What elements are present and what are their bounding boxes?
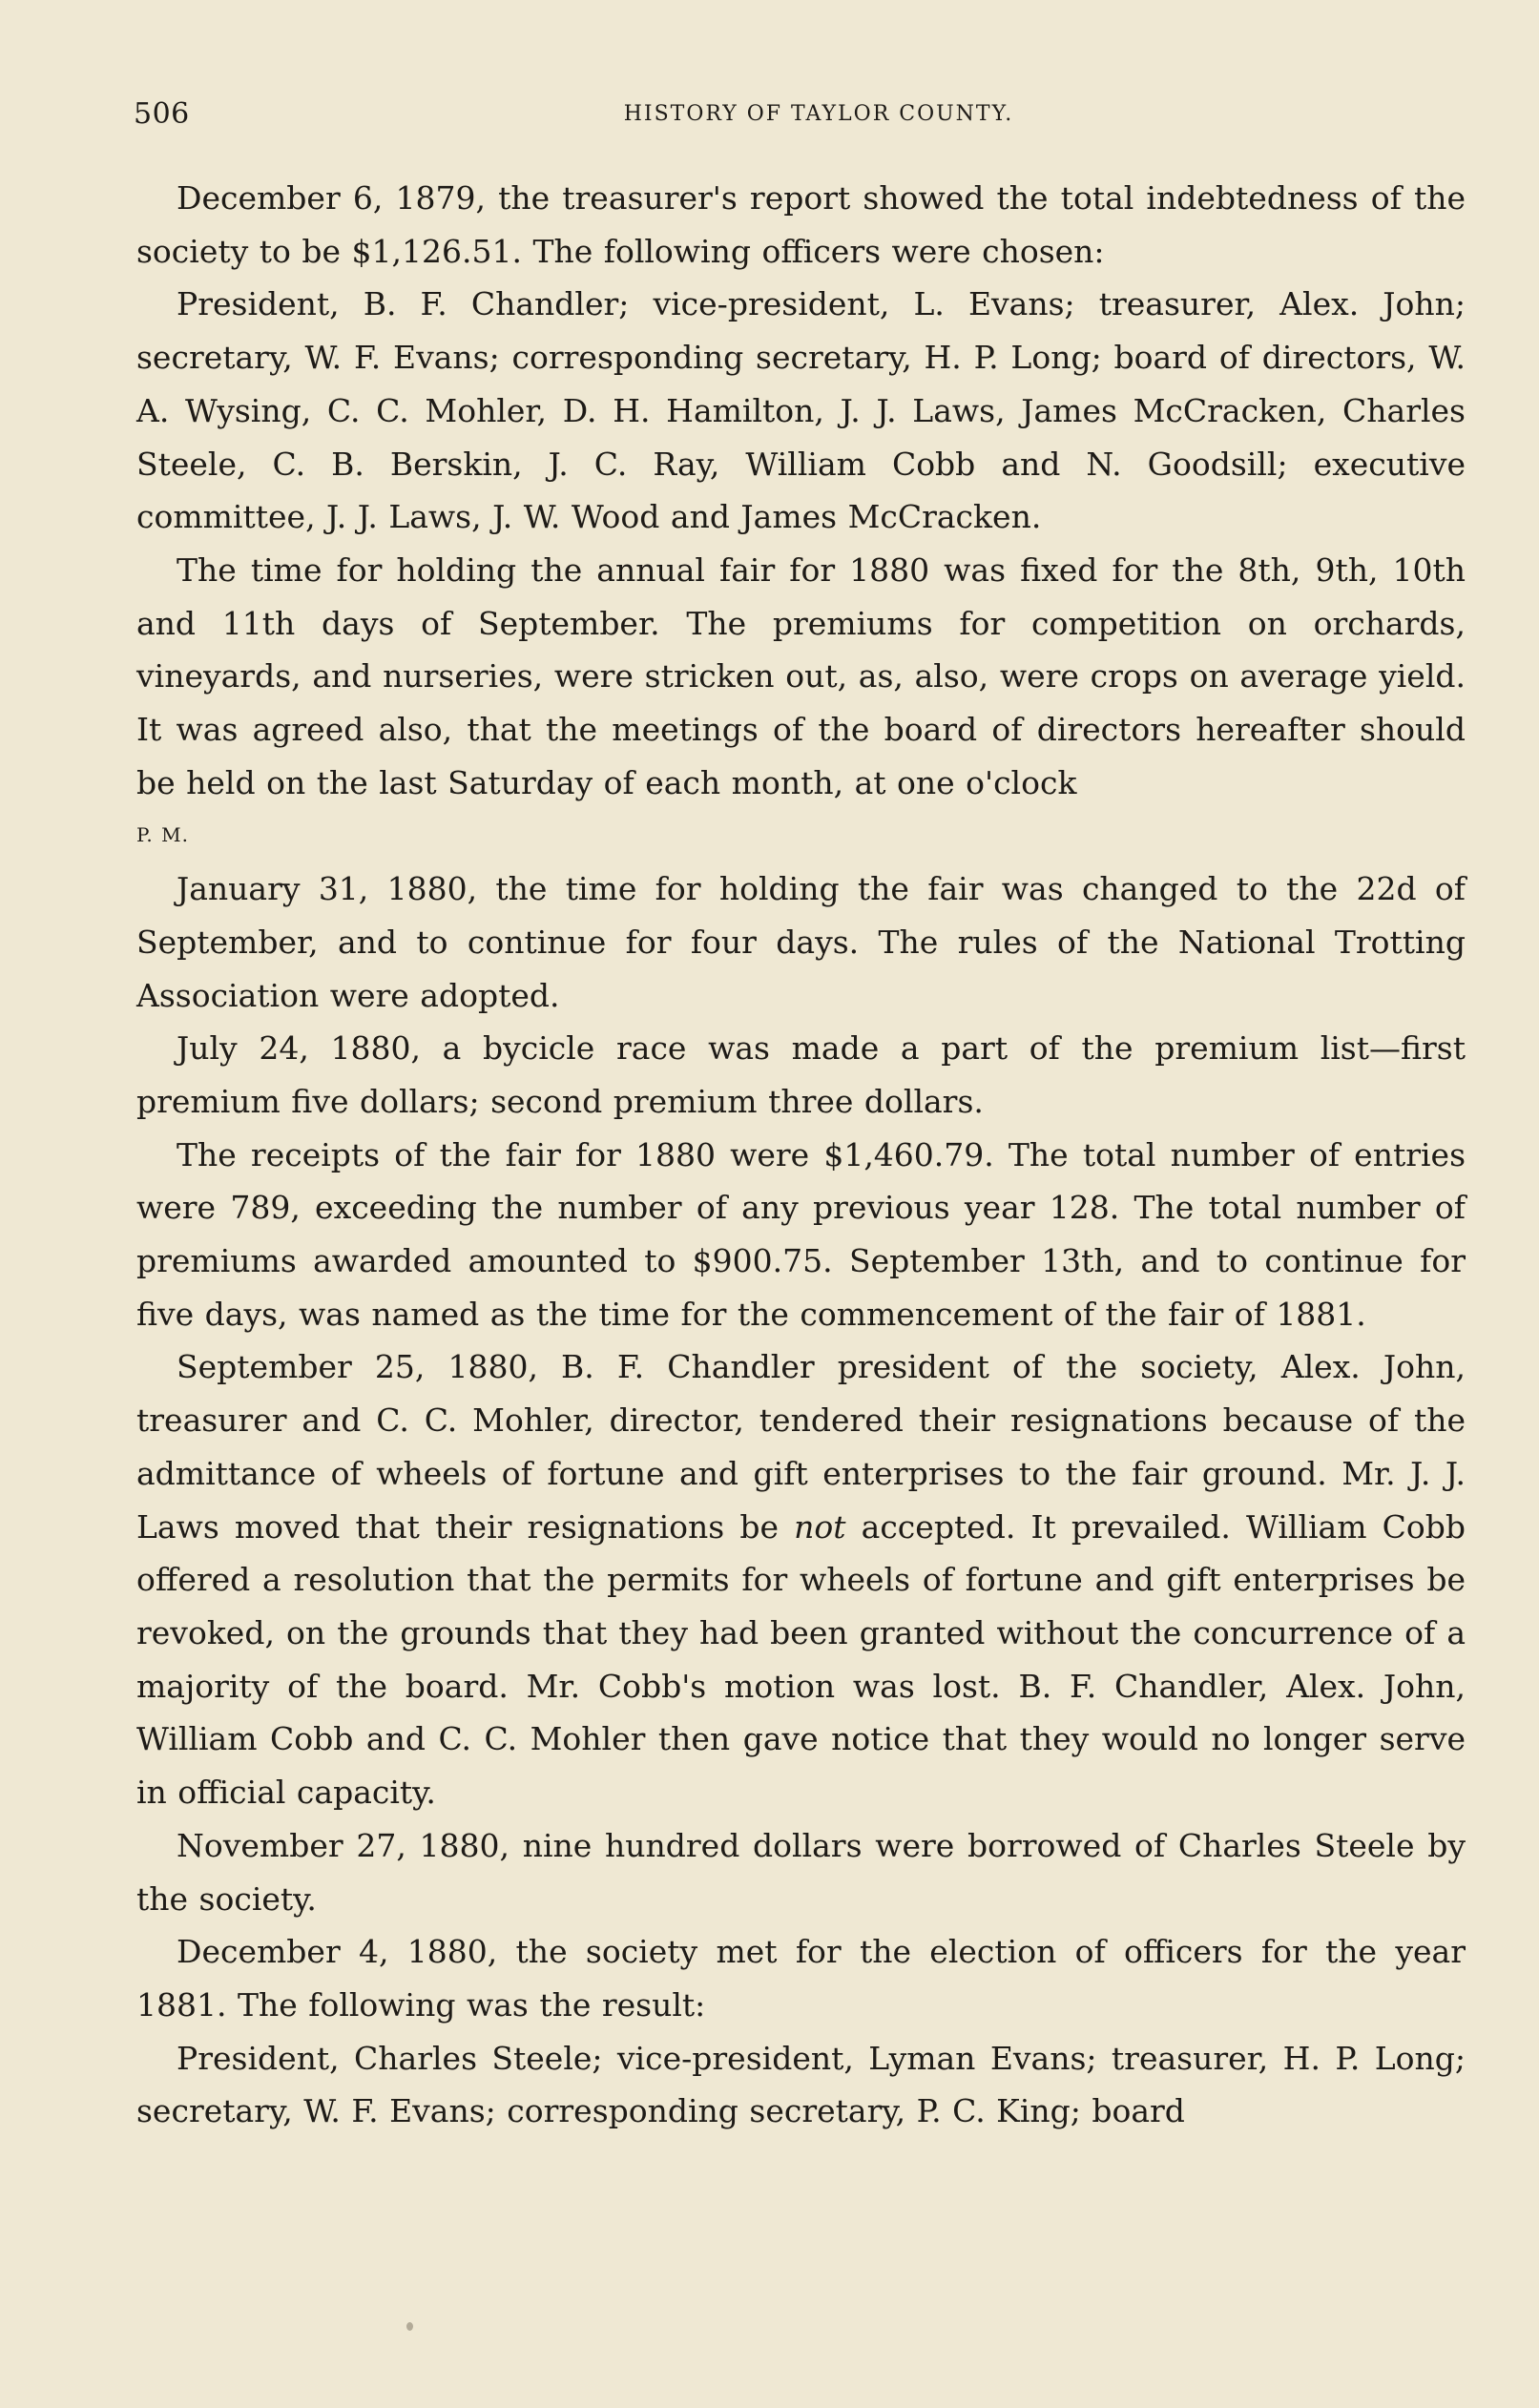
- paragraph-officers-1880: President, B. F. Chandler; vice-president, L. Evans; treasurer, Alex. John; secretary, W. F. Evans; corresponding secretary, H. P. Long; board of directors, W. A. Wysing, C. C. Mohler, D. H. Hamilton, J. J. Laws, James McCracken, Charles Steele, C. B. Berskin, J. C. Ray, William Cobb and N. Goodsill; executive committee, J. J. Laws, J. W. Wood and James McCracken.: [136, 285, 1466, 536]
- running-head-title: HISTORY OF TAYLOR COUNTY.: [623, 102, 1014, 126]
- page-number: 506: [134, 97, 190, 131]
- paper-speck: [406, 2322, 413, 2331]
- paragraph-resignations: [136, 1340, 1466, 1818]
- paragraph-time-pm: P. M.: [136, 823, 189, 847]
- paragraph-treasurer-report: December 6, 1879, the treasurer's report showed the total indebtedness of the society to be $1,126.51. The following officers were chosen:: [136, 179, 1466, 270]
- paragraph-loan: November 27, 1880, nine hundred dollars were borrowed of Charles Steele by the society.: [136, 1826, 1466, 1918]
- resignation-text-after: accepted. It prevailed. William Cobb offered a resolution that the permits for wheels of fortune and gift enterprises be revoked, on the grounds that they had been granted without the concurrence of a majority of the board. Mr. Cobb's motion was lost. B. F. Chandler, Alex. John, William Cobb and C. C. Mohler then gave notice that they would no longer serve in official capacity.: [136, 1507, 1466, 1812]
- running-head: [134, 93, 1466, 135]
- paragraph-january-1880: January 31, 1880, the time for holding the fair was changed to the 22d of September, and to continue for four days. The rules of the National Trotting Association were adopted.: [136, 870, 1466, 1014]
- paragraph-election-1881: December 4, 1880, the society met for the election of officers for the year 1881. The following was the result:: [136, 1933, 1466, 2024]
- paragraph-bicycle-race: July 24, 1880, a bycicle race was made a part of the premium list—first premium five dollars; second premium three dollars.: [136, 1029, 1466, 1120]
- resignation-text-before: September 25, 1880, B. F. Chandler president of the society, Alex. John, treasurer and C. C. Mohler, director, tendered their resignations because of the admittance of wheels of fortune and gift enterprises to the fair ground. Mr. J. J. Laws moved that their resignations be: [136, 1348, 1466, 1546]
- body-text: [136, 172, 1466, 2138]
- paragraph-officers-1881: President, Charles Steele; vice-president, Lyman Evans; treasurer, H. P. Long; secretary, W. F. Evans; corresponding secretary, P. C. King; board: [136, 2039, 1466, 2130]
- paragraph-fair-1880-schedule: The time for holding the annual fair for 1880 was fixed for the 8th, 9th, 10th and 11th days of September. The premiums for competition on orchards, vineyards, and nurseries, were stricken out, as, also, were crops on average yield. It was agreed also, that the meetings of the board of directors hereafter should be held on the last Saturday of each month, at one o'clock: [136, 550, 1466, 801]
- emphasis-not: not: [794, 1507, 846, 1546]
- paragraph-receipts-1880: The receipts of the fair for 1880 were $1,460.79. The total number of entries were 789, exceeding the number of any previous year 128. The total number of premiums awarded amounted to $900.75. September 13th, and to continue for five days, was named as the time for the commencement of the fair of 1881.: [136, 1135, 1466, 1333]
